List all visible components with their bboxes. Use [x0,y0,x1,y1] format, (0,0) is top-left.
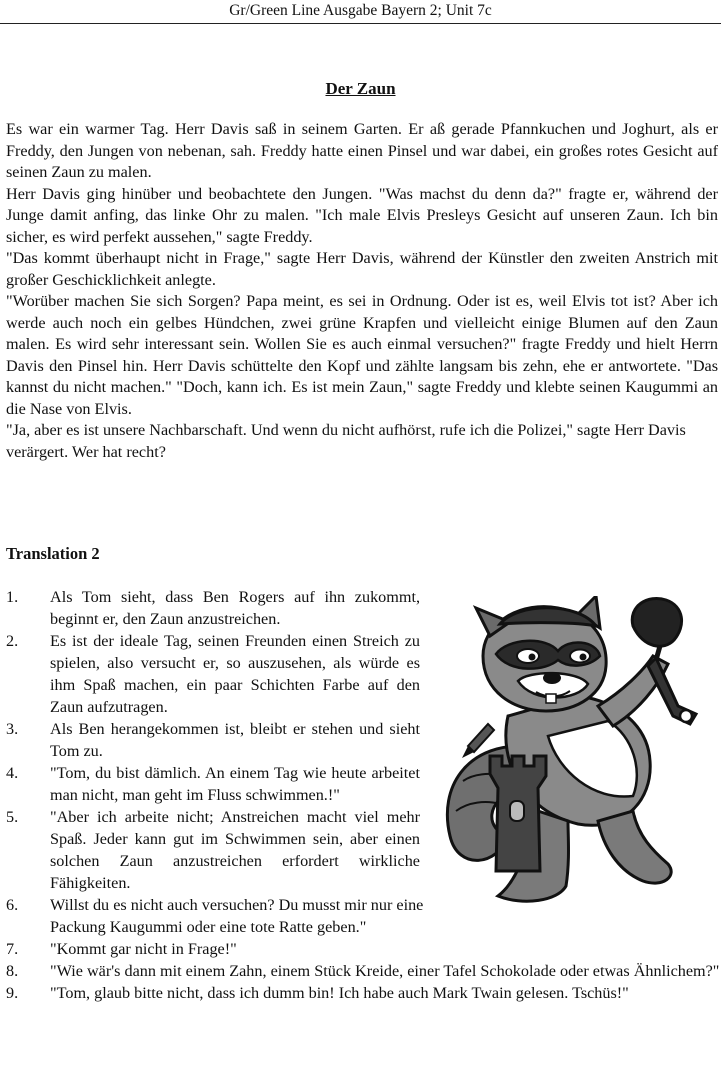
item-number: 2. [6,632,19,650]
item-text: "Wie wär's dann mit einem Zahn, einem Stück Kreide, einer Tafel Schokolade oder etwas Ähnlichem?" [50,962,720,980]
item-number: 5. [6,808,19,826]
list-item [6,982,720,1004]
story-paragraph: "Worüber machen Sie sich Sorgen? Papa meint, es sei in Ordnung. Oder ist es, weil Elvis tot ist? Aber ich werde auch noch ein gelbes Hündchen, zwei grüne Krapfen und vielleicht einige Blumen auf den Zaun malen. Es wird sehr interessant sein. Wollen Sie es auch einmal versuchen?" fragte Freddy und hielt Herrn Davis den Pinsel hin. Herr Davis schüttelte den Kopf und zählte langsam bis zehn, ehe er antwortete. "Das kannst du nicht machen." "Doch, kann ich. Es ist mein Zaun," sagte Freddy und klebte seinen Kaugummi an die Nase von Elvis. [6,292,718,418]
item-number: 8. [6,962,19,980]
story-paragraph: Es war ein warmer Tag. Herr Davis saß in seinem Garten. Er aß gerade Pfannkuchen und Joghurt, als er Freddy, den Jungen von nebenan, sah. Freddy hatte einen Pinsel und war dabei, ein großes rotes Gesicht auf seinen Zaun zu malen. [6,120,718,181]
item-number: 3. [6,720,19,738]
item-text: Willst du es nicht auch versuchen? Du musst mir nur eine Packung Kaugummi oder eine tote Ratte geben." [50,896,424,936]
item-text: "Tom, glaub bitte nicht, dass ich dumm bin! Ich habe auch Mark Twain gelesen. Tschüs!" [50,984,629,1002]
header-divider [0,23,721,24]
item-text: "Tom, du bist dämlich. An einem Tag wie heute arbeitet man nicht, man geht im Fluss schwimmen.!" [50,764,420,804]
item-text: Als Ben herangekommen ist, bleibt er stehen und sieht Tom zu. [50,720,420,760]
cartoon-raccoon-painter-icon [428,596,718,926]
item-number: 1. [6,588,19,606]
story-title: Der Zaun [325,79,396,98]
story-paragraph: "Das kommt überhaupt nicht in Frage," sagte Herr Davis, während der Künstler den zweiten Anstrich mit großer Geschicklichkeit anlegte. [6,249,718,289]
item-number: 6. [6,896,19,914]
item-text: "Aber ich arbeite nicht; Anstreichen macht viel mehr Spaß. Jeder kann gut im Schwimmen sein, aber einen solchen Zaun anzustreichen erfordert wirkliche Fähigkeiten. [50,808,420,892]
page-header: Gr/Green Line Ausgabe Bayern 2; Unit 7c [229,2,492,19]
item-number: 7. [6,940,19,958]
story-text [6,119,718,463]
translation-title: Translation 2 [6,544,100,563]
item-text: "Kommt gar nicht in Frage!" [50,940,237,958]
item-number: 9. [6,984,19,1002]
item-text: Es ist der ideale Tag, seinen Freunden einen Streich zu spielen, also versucht er, so auszusehen, als würde es ihm Spaß machen, ein paar Schichten Farbe auf den Zaun aufzutragen. [50,632,420,716]
list-item [6,938,720,960]
story-paragraph: "Ja, aber es ist unsere Nachbarschaft. Und wenn du nicht aufhörst, rufe ich die Polizei," sagte Herr Davis verärgert. Wer hat recht? [6,421,686,461]
item-text: Als Tom sieht, dass Ben Rogers auf ihn zukommt, beginnt er, den Zaun anzustreichen. [50,588,420,628]
item-number: 4. [6,764,19,782]
list-item [6,960,720,982]
story-paragraph: Herr Davis ging hinüber und beobachtete den Jungen. "Was machst du denn da?" fragte er, während der Junge damit anfing, das linke Ohr zu malen. "Ich male Elvis Presleys Gesicht auf unseren Zaun. Ich bin sicher, es wird perfekt aussehen," sagte Freddy. [6,184,718,246]
